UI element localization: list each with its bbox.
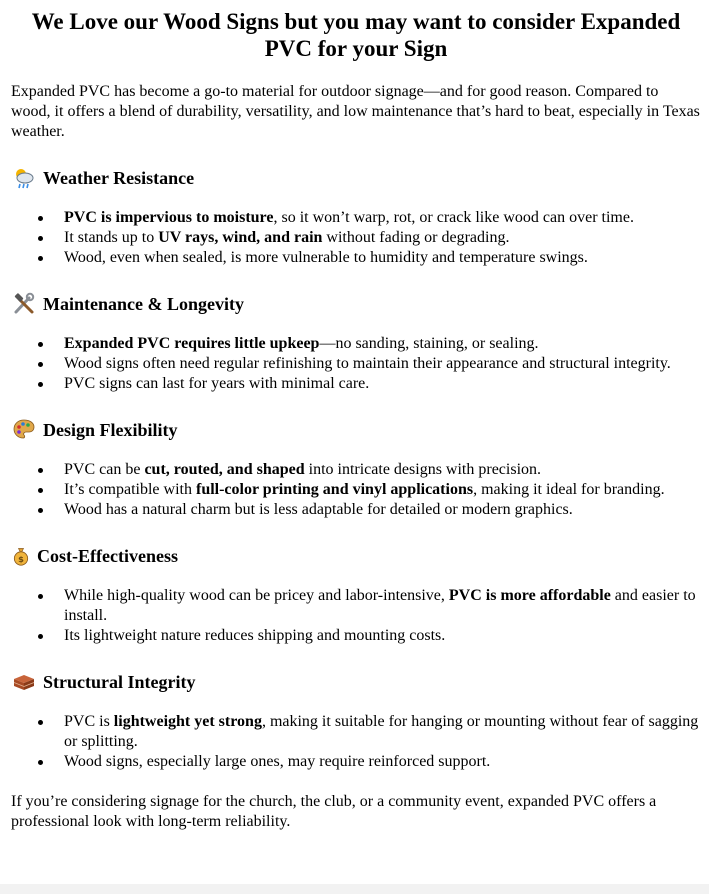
closing-paragraph: If you’re considering signage for the church, the club, or a community event, expanded PVC offers a professional look with long-term reliability. [11,793,657,830]
page-bottom-edge [0,884,709,894]
svg-text:$: $ [18,553,24,564]
maintenance-list [11,334,701,394]
section-heading-text: Maintenance & Longevity [43,294,244,314]
brick-icon [11,670,37,694]
list-item: PVC is lightweight yet strong, making it suitable for hanging or mounting without fear of sagging or splitting. [64,712,701,752]
list-item: It stands up to UV rays, wind, and rain without fading or degrading. [64,228,701,248]
artist-palette-icon [11,418,37,442]
list-item: While high-quality wood can be pricey and labor-intensive, PVC is more affordable and easier to install. [64,586,701,626]
list-item: Expanded PVC requires little upkeep—no sanding, staining, or sealing. [64,334,701,354]
list-item: PVC is impervious to moisture, so it won’t warp, rot, or crack like wood can over time. [64,208,701,228]
list-item: Wood, even when sealed, is more vulnerable to humidity and temperature swings. [64,248,701,268]
document-page [11,8,701,848]
list-item: Its lightweight nature reduces shipping and mounting costs. [64,626,701,646]
structural-list [11,712,701,772]
list-item: Wood has a natural charm but is less adaptable for detailed or modern graphics. [64,500,701,520]
design-list [11,460,701,520]
section-heading-text: Structural Integrity [43,672,196,692]
section-heading-design [11,418,701,442]
sun-behind-rain-cloud-icon [11,166,37,190]
weather-list [11,208,701,268]
section-heading-text: Cost-Effectiveness [37,546,178,566]
money-bag-icon [11,544,31,568]
section-heading-structural [11,670,701,694]
list-item: It’s compatible with full-color printing and vinyl applications, making it ideal for branding. [64,480,701,500]
intro-paragraph: Expanded PVC has become a go-to material for outdoor signage—and for good reason. Compared to wood, it offers a blend of durability, versatility, and low maintenance that’s hard to beat, especially in Texas weather. [11,83,700,140]
hammer-and-wrench-icon [11,292,37,316]
section-heading-maintenance [11,292,701,316]
section-heading-text: Weather Resistance [43,168,195,188]
list-item: PVC can be cut, routed, and shaped into intricate designs with precision. [64,460,701,480]
list-item: Wood signs, especially large ones, may require reinforced support. [64,752,701,772]
list-item: Wood signs often need regular refinishing to maintain their appearance and structural integrity. [64,354,701,374]
page-title: We Love our Wood Signs but you may want to consider Expanded PVC for your Sign [31,9,681,61]
section-heading-cost [11,544,701,568]
cost-list [11,586,701,646]
list-item: PVC signs can last for years with minimal care. [64,374,701,394]
section-heading-weather [11,166,701,190]
section-heading-text: Design Flexibility [43,420,178,440]
